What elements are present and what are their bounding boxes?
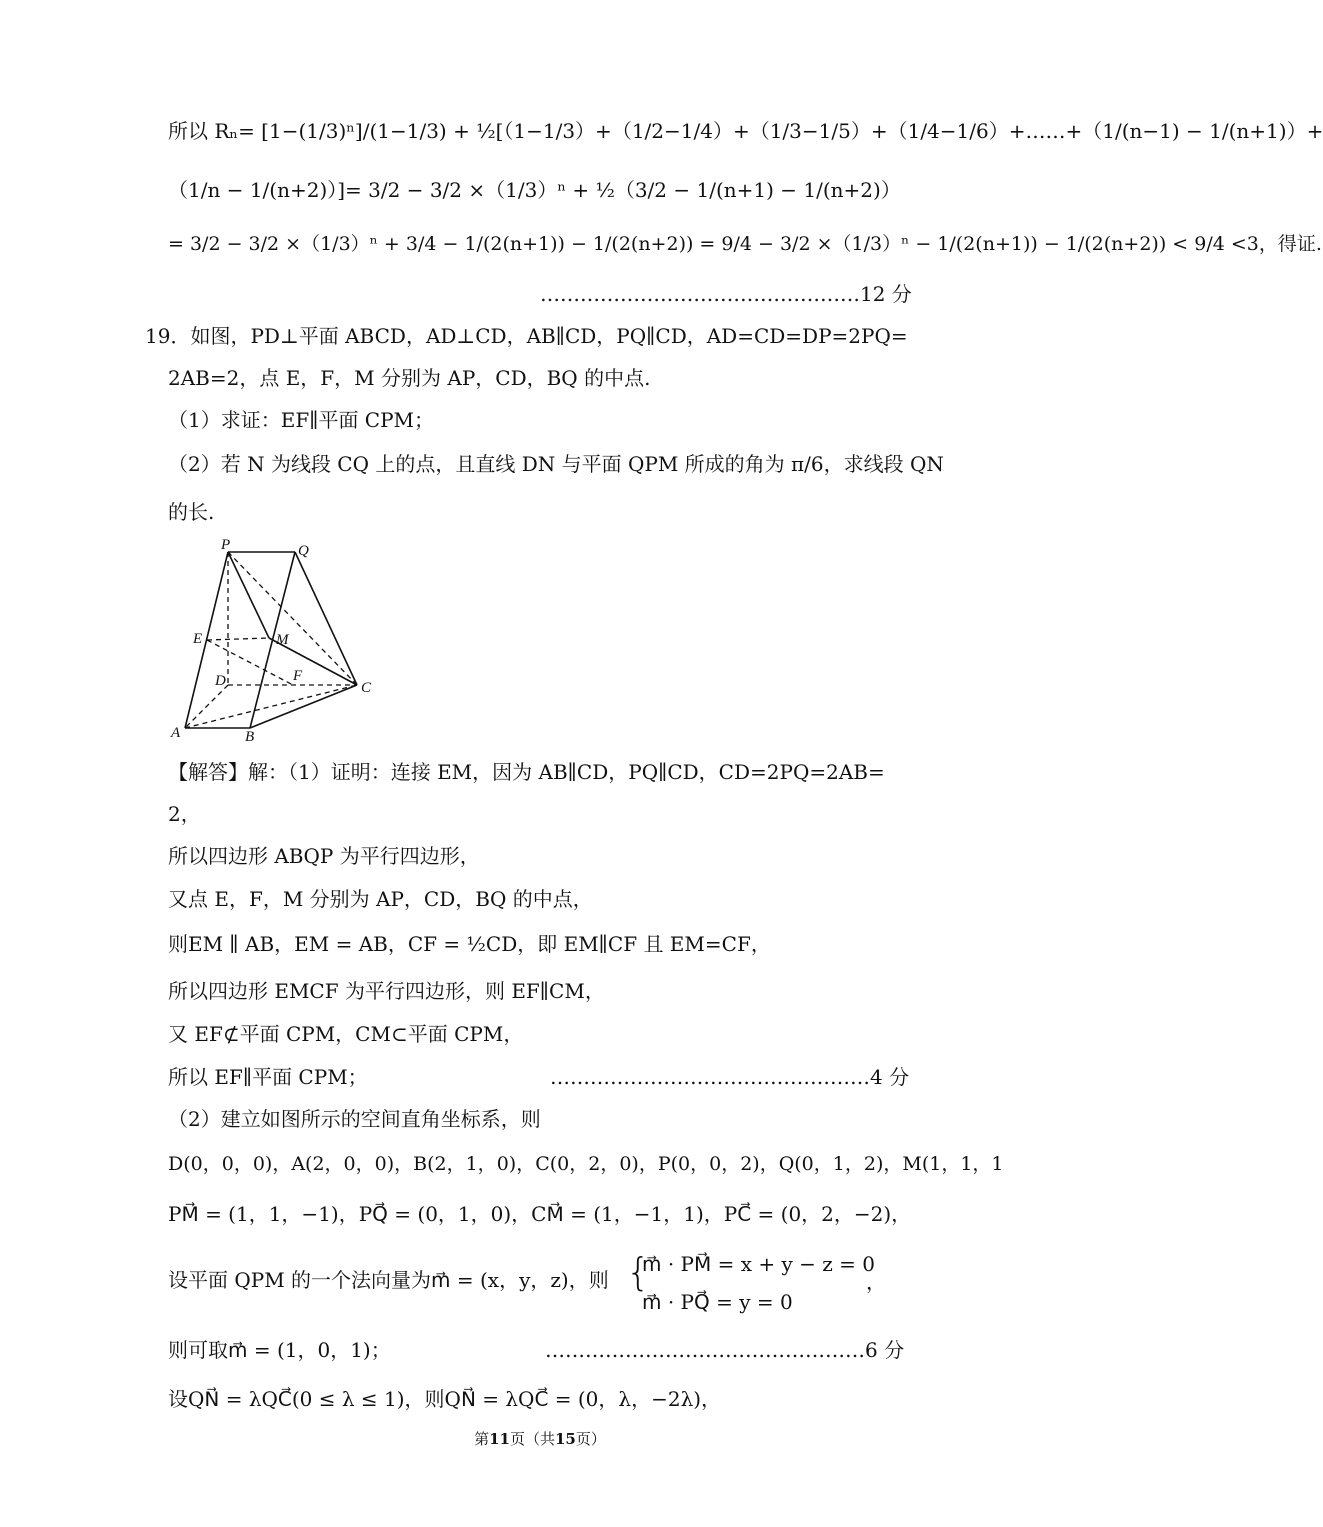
score-marker: …………………………………………12 分 xyxy=(540,282,912,306)
text-line: = 3/2 − 3/2 ×（1/3）ⁿ + 3/4 − 1/(2(n+1)) − 1/(2(n+2)) = 9/4 − 3/2 ×（1/3）ⁿ − 1/(2(n+1)) − 1/(2(n+2)) < 9/4 <3，得证. xyxy=(168,233,1322,255)
system-brace: { xyxy=(626,1250,651,1294)
solution-line: 所以 EF∥平面 CPM； xyxy=(168,1065,368,1089)
question-19-line: 的长. xyxy=(168,500,215,524)
punctuation: ， xyxy=(866,1270,886,1294)
solution-line: 所以四边形 ABQP 为平行四边形， xyxy=(168,844,480,868)
label-E: E xyxy=(193,631,203,647)
question-19-line: 2AB=2，点 E，F，M 分别为 AP，CD，BQ 的中点. xyxy=(168,366,651,390)
solution-line: 2， xyxy=(168,802,201,826)
label-C: C xyxy=(361,680,372,696)
solution-line: 设QN⃗ = λQC⃗(0 ≤ λ ≤ 1)，则QN⃗ = λQC⃗ = (0，λ，−2λ)， xyxy=(168,1387,722,1411)
solution-line: 又 EF⊄平面 CPM，CM⊂平面 CPM， xyxy=(168,1022,524,1046)
solution-line: （2）建立如图所示的空间直角坐标系，则 xyxy=(168,1107,541,1131)
equation-line: m⃗ · PQ⃗ = y = 0 xyxy=(642,1290,793,1314)
vectors-line: PM⃗ = (1，1，−1)，PQ⃗ = (0，1，0)，CM⃗ = (1，−1，1)，PC⃗ = (0，2，−2)， xyxy=(168,1202,912,1226)
label-D: D xyxy=(215,673,226,689)
text-line: 所以 Rₙ= [1−(1/3)ⁿ]/(1−1/3) + ½[（1−1/3）+（1/2−1/4）+（1/3−1/5）+（1/4−1/6）+……+（1/(n−1) − 1/(n+1)）+ xyxy=(168,119,1323,143)
label-A: A xyxy=(171,725,181,741)
solution-line: 【解答】解：（1）证明：连接 EM，因为 AB∥CD，PQ∥CD，CD=2PQ=2AB= xyxy=(168,760,885,784)
solution-line: 则EM ∥ AB，EM = AB，CF = ½CD，即 EM∥CF 且 EM=CF， xyxy=(168,932,771,956)
geometry-diagram xyxy=(165,535,380,745)
score-marker: …………………………………………6 分 xyxy=(545,1338,905,1362)
question-19-line: 19．如图，PD⊥平面 ABCD，AD⊥CD，AB∥CD，PQ∥CD，AD=CD=DP=2PQ= xyxy=(145,324,908,348)
question-19-part1: （1）求证：EF∥平面 CPM； xyxy=(168,408,435,432)
solution-line: 所以四边形 EMCF 为平行四边形，则 EF∥CM， xyxy=(168,979,605,1003)
label-Q: Q xyxy=(298,543,309,559)
label-F: F xyxy=(293,668,303,684)
label-M: M xyxy=(276,632,289,648)
coordinates-line: D(0，0，0)，A(2，0，0)，B(2，1，0)，C(0，2，0)，P(0，0，2)，Q(0，1，2)，M(1，1，1 xyxy=(168,1153,1004,1175)
page-footer: 第11页（共15页） xyxy=(474,1430,606,1448)
question-19-part2: （2）若 N 为线段 CQ 上的点，且直线 DN 与平面 QPM 所成的角为 π/6，求线段 QN xyxy=(168,452,944,476)
label-P: P xyxy=(221,537,231,553)
text-line: （1/n − 1/(n+2)）]= 3/2 − 3/2 ×（1/3）ⁿ + ½（3/2 − 1/(n+1) − 1/(n+2)） xyxy=(168,178,901,202)
solution-line: 又点 E，F，M 分别为 AP，CD，BQ 的中点， xyxy=(168,887,593,911)
solution-line: 则可取m⃗ = (1，0，1)； xyxy=(168,1338,391,1362)
score-marker: …………………………………………4 分 xyxy=(550,1065,910,1089)
equation-line: m⃗ · PM⃗ = x + y − z = 0 xyxy=(642,1252,875,1276)
label-B: B xyxy=(245,729,255,745)
solution-line: 设平面 QPM 的一个法向量为m⃗ = (x，y，z)，则 xyxy=(168,1268,609,1292)
